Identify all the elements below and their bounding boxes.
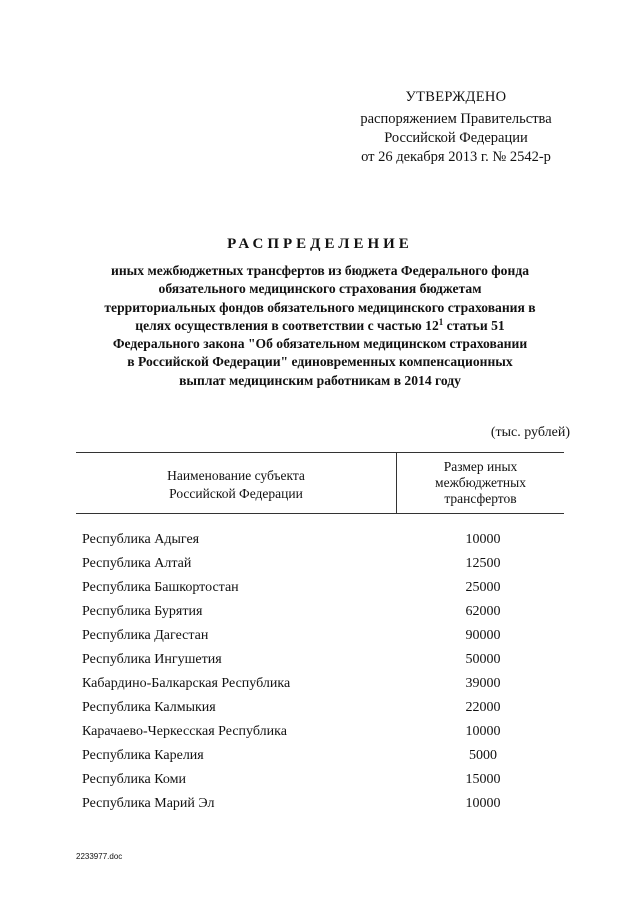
transfer-amount: 5000 <box>469 748 497 763</box>
region-name: Республика Адыгея <box>82 532 200 547</box>
approval-block <box>340 88 572 167</box>
table-row <box>76 624 564 648</box>
header-text: трансфертов <box>444 491 517 506</box>
region-name: Республика Алтай <box>82 556 192 571</box>
table-row <box>76 672 564 696</box>
table-body <box>76 528 564 816</box>
document-title: РАСПРЕДЕЛЕНИЕ <box>227 236 413 252</box>
subtitle-line: иных межбюджетных трансфертов из бюджета Федерального фонда <box>111 263 529 278</box>
table-row <box>76 768 564 792</box>
transfer-amount: 90000 <box>465 628 501 643</box>
region-name: Кабардино-Балкарская Республика <box>82 676 291 691</box>
table-row <box>76 600 564 624</box>
transfer-amount: 25000 <box>465 580 501 595</box>
transfer-amount: 39000 <box>465 676 501 691</box>
region-name: Республика Дагестан <box>82 628 209 643</box>
header-text: Российской Федерации <box>169 486 303 501</box>
table-row <box>76 648 564 672</box>
subtitle-text: статьи 51 <box>443 317 505 333</box>
table-header <box>76 452 564 514</box>
transfer-amount: 10000 <box>465 532 501 547</box>
allocation-table <box>76 452 564 816</box>
approval-heading: УТВЕРЖДЕНО <box>405 89 507 105</box>
transfer-amount: 22000 <box>465 700 501 715</box>
region-name: Республика Башкортостан <box>82 580 239 595</box>
footer-filename: 2233977.doc <box>76 852 123 861</box>
header-text: Наименование субъекта <box>167 468 305 483</box>
table-row <box>76 792 564 816</box>
table-row <box>76 528 564 552</box>
subtitle-line: выплат медицинским работникам в 2014 году <box>179 372 461 388</box>
region-name: Республика Ингушетия <box>82 652 222 667</box>
subtitle-line <box>70 317 570 335</box>
region-name: Республика Марий Эл <box>82 796 215 811</box>
region-name: Республика Карелия <box>82 748 204 763</box>
table-row <box>76 576 564 600</box>
subtitle-line: территориальных фондов обязательного медицинского страхования в <box>104 299 536 315</box>
approval-line: от 26 декабря 2013 г. № 2542-р <box>361 149 551 165</box>
table-row <box>76 552 564 576</box>
subtitle-text: целях осуществления в соответствии с частью 12 <box>135 317 439 333</box>
region-name: Республика Бурятия <box>82 604 203 619</box>
region-name: Республика Калмыкия <box>82 700 216 715</box>
region-name: Карачаево-Черкесская Республика <box>82 724 287 739</box>
header-region-name <box>76 453 396 513</box>
unit-label: (тыс. рублей) <box>490 425 570 440</box>
document-subtitle <box>70 262 570 390</box>
transfer-amount: 10000 <box>465 724 501 739</box>
transfer-amount: 50000 <box>465 652 501 667</box>
subtitle-line: обязательного медицинского страхования бюджетам <box>158 281 482 297</box>
transfer-amount: 12500 <box>465 556 501 571</box>
superscript: 1 <box>438 316 444 327</box>
header-text: Размер иных <box>443 459 518 474</box>
subtitle-line: Федерального закона "Об обязательном медицинском страховании <box>112 336 528 352</box>
approval-line: распоряжением Правительства <box>360 111 552 127</box>
subtitle-line: в Российской Федерации" единовременных компенсационных <box>127 354 513 370</box>
region-name: Республика Коми <box>82 772 186 787</box>
approval-line: Российской Федерации <box>384 130 528 146</box>
table-row <box>76 696 564 720</box>
header-amount <box>396 453 564 513</box>
transfer-amount: 62000 <box>465 604 501 619</box>
transfer-amount: 15000 <box>465 772 501 787</box>
transfer-amount: 10000 <box>465 796 501 811</box>
table-row <box>76 744 564 768</box>
header-text: межбюджетных <box>435 475 526 490</box>
table-row <box>76 720 564 744</box>
